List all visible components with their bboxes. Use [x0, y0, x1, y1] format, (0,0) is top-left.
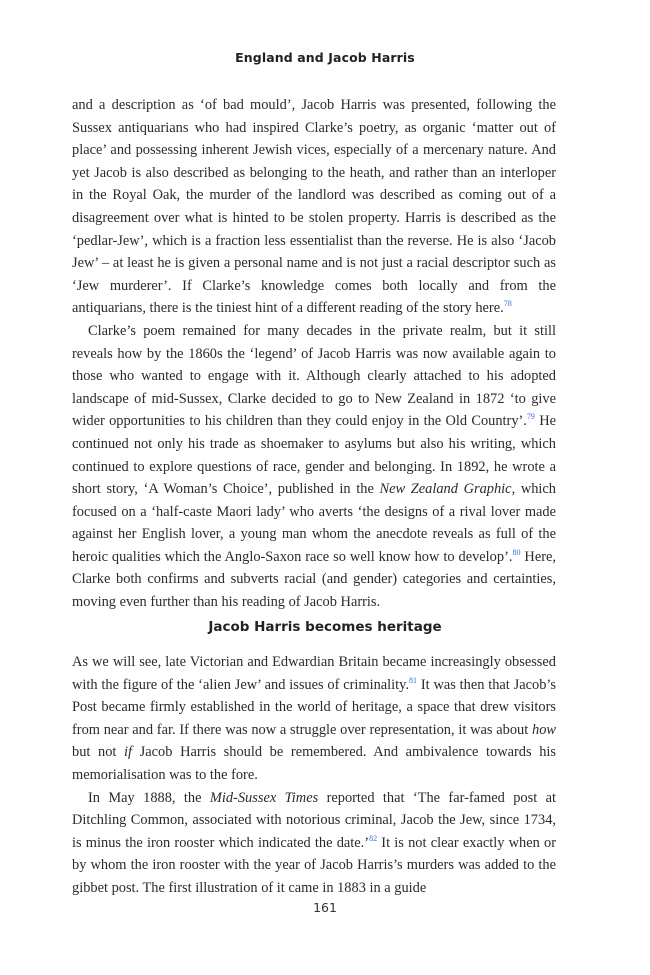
body-text: In May 1888, the: [88, 789, 210, 806]
italic-text: Mid-Sussex Times: [209, 789, 319, 806]
footnote-ref[interactable]: 81: [409, 675, 418, 685]
body-text: It was then that Jacob’s Post became firmly established in the world of heritage, a space that drew visitors from near and far. If there was now a struggle over representation, it was about: [72, 676, 556, 738]
section-heading: Jacob Harris becomes heritage: [208, 619, 442, 635]
body-text: Here, Clarke both confirms and subverts racial (and gender) categories and certainties, moving even further than his reading of Jacob Harris.: [72, 548, 556, 611]
paragraph: [72, 320, 556, 614]
body-text: , which focused on a ‘half-caste Maori lady’ who averts ‘the designs of a rival lover made against her English lover, a young man whom the anecdote reveals as full of the heroic qualities which the Anglo-Saxon race so well know how to develop’.: [72, 481, 556, 565]
body-text: Jacob Harris should be remembered. And ambivalence towards his memorialisation was to the fore.: [72, 744, 556, 783]
italic-text: how: [532, 721, 556, 738]
paragraph: [72, 651, 556, 787]
italic-text: New Zealand Graphic: [379, 481, 512, 498]
footnote-ref[interactable]: 82: [369, 833, 378, 843]
paragraph: [72, 787, 556, 900]
section-body-1: [72, 94, 556, 614]
paragraph: [72, 94, 556, 320]
section-body-2: [72, 651, 556, 900]
italic-text: if: [124, 744, 133, 761]
body-text: As we will see, late Victorian and Edwardian Britain became increasingly obsessed with the figure of the ‘alien Jew’ and issues of criminality.: [72, 654, 556, 693]
body-text: He continued not only his trade as shoemaker to asylums but also his writing, which continued to explore questions of race, gender and belonging. In 1892, he wrote a short story, ‘A Woman’s Choice’, published in the: [72, 413, 556, 498]
body-text: and a description as ‘of bad mould’, Jacob Harris was presented, following the Sussex antiquarians who had inspired Clarke’s poetry, as organic ‘matter out of place’ and possessing inherent Jewish vices, especially of a mercenary nature. And yet Jacob is also described as belonging to the heath, and rather than an interloper in the Royal Oak, the murder of the landlord was described as coming out of a disagreement over what is hinted to be stolen property. Harris is described as the ‘pedlar-Jew’, which is a fraction less essentialist than the reverse. He is also ‘Jacob Jew’ – at least he is given a personal name and is not just a racial descriptor such as ‘Jew murderer’. If Clarke’s knowledge comes both locally and from the antiquarians, there is the tiniest hint of a different reading of the story here.: [72, 97, 556, 317]
footnote-ref[interactable]: 78: [503, 299, 512, 309]
running-head: England and Jacob Harris: [235, 50, 415, 65]
page-number: 161: [313, 900, 337, 915]
footnote-ref[interactable]: 80: [512, 548, 521, 558]
footnote-ref[interactable]: 79: [526, 412, 535, 422]
body-text: but not: [72, 744, 125, 761]
body-text: It is not clear exactly when or by whom the iron rooster with the year of Jacob Harris’s murders was added to the gibbet post. The first illustration of it came in 1883 in a guide: [72, 834, 556, 896]
body-text: Clarke’s poem remained for many decades in the private realm, but it still reveals how by the 1860s the ‘legend’ of Jacob Harris was now available again to those who wanted to engage with it. Although clearly attached to his adopted landscape of mid-Sussex, Clarke decided to go to New Zealand in 1872 ‘to give wider opportunities to his children than they could enjoy in the Old Country’.: [72, 322, 556, 430]
body-text: reported that ‘The far-famed post at Ditchling Common, associated with notorious criminal, Jacob the Jew, since 1734, is minus the iron rooster which indicated the date.’: [72, 789, 556, 851]
